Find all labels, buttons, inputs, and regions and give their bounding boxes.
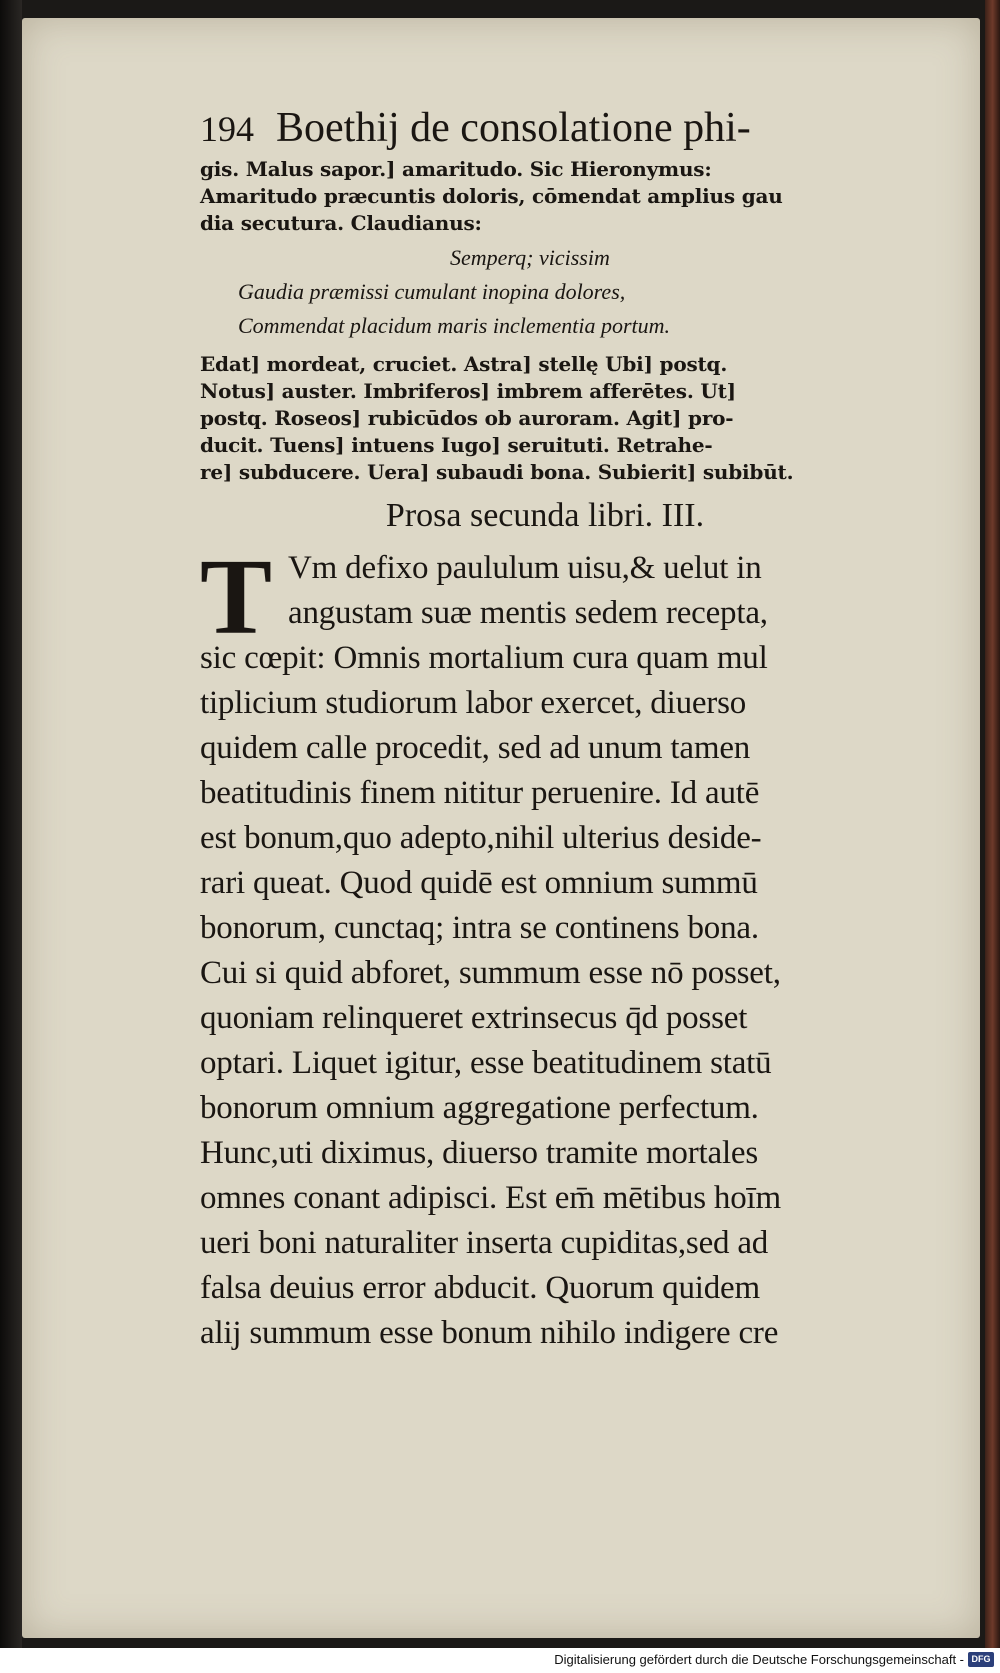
body-line: bonorum, cunctaq; intra se continens bona. [200,910,759,946]
commentary-line: gis. Malus sapor.] amaritudo. Sic Hieronymus: [200,157,712,181]
dfg-logo-icon: DFG [968,1652,994,1667]
funding-credit: Digitalisierung gefördert durch die Deutsche Forschungsgemeinschaft - [554,1652,964,1667]
body-line: rari queat. Quod quidē est omnium summū [200,865,758,901]
commentary-line: postq. Roseos] rubicūdos ob auroram. Agit] pro- [200,406,734,430]
drop-cap: T [200,538,273,657]
commentary-line: ducit. Tuens] intuens Iugo] seruituti. Retrahe- [200,433,713,457]
body-line: quidem calle procedit, sed ad unum tamen [200,730,751,766]
body-line: optari. Liquet igitur, esse beatitudinem statū [200,1045,772,1081]
commentary-line: dia secutura. Claudianus: [200,211,482,235]
body-line: omnes conant adipisci. Est em̄ mētibus hoīm [200,1180,781,1216]
body-text [200,538,930,1356]
body-line: est bonum,quo adepto,nihil ulterius deside- [200,820,762,856]
page-edge [985,0,1000,1648]
body-line: falsa deuius error abducit. Quorum quidem [200,1270,760,1306]
section-title: Prosa secunda libri. III. [385,497,705,534]
body-line: bonorum omnium aggregatione perfectum. [200,1090,759,1126]
commentary-block [200,351,930,486]
body-line: ueri boni naturaliter inserta cupiditas,sed ad [200,1225,769,1261]
body-line: beatitudinis finem nititur peruenire. Id autē [200,775,760,811]
body-line: sic cœpit: Omnis mortalium cura quam mul [200,640,768,676]
body-line: Hunc,uti diximus, diuerso tramite mortales [200,1135,758,1171]
book-gutter [0,0,22,1648]
page-text [200,100,930,1356]
running-header [200,100,930,156]
page-number: 194 [200,109,254,149]
running-title: Boethij de consolatione phi- [276,105,751,151]
body-line: angustam suæ mentis sedem recepta, [288,595,768,631]
body-line: alij summum esse bonum nihilo indigere cre [200,1315,779,1351]
body-line: Cui si quid abforet, summum esse nō posset, [200,955,781,991]
verse-line: Gaudia præmissi cumulant inopina dolores, [238,279,626,304]
commentary-line: Edat] mordeat, cruciet. Astra] stellę Ubi] postq. [200,352,728,376]
digitization-footer [0,1648,1000,1673]
commentary-line: re] subducere. Uera] subaudi bona. Subierit] subibūt. [200,460,794,484]
body-line: quoniam relinqueret extrinsecus q̄d posset [200,1000,748,1036]
verse-line: Commendat placidum maris inclementia portum. [238,313,671,338]
body-line: Vm defixo paululum uisu,& uelut in [288,550,762,586]
commentary-line: Notus] auster. Imbriferos] imbrem afferētes. Ut] [200,379,736,403]
verse-line: Semperq; vicissim [450,245,610,270]
body-line: tiplicium studiorum labor exercet, diuerso [200,685,747,721]
commentary-line: Amaritudo præcuntis doloris, cōmendat amplius gau [200,184,783,208]
